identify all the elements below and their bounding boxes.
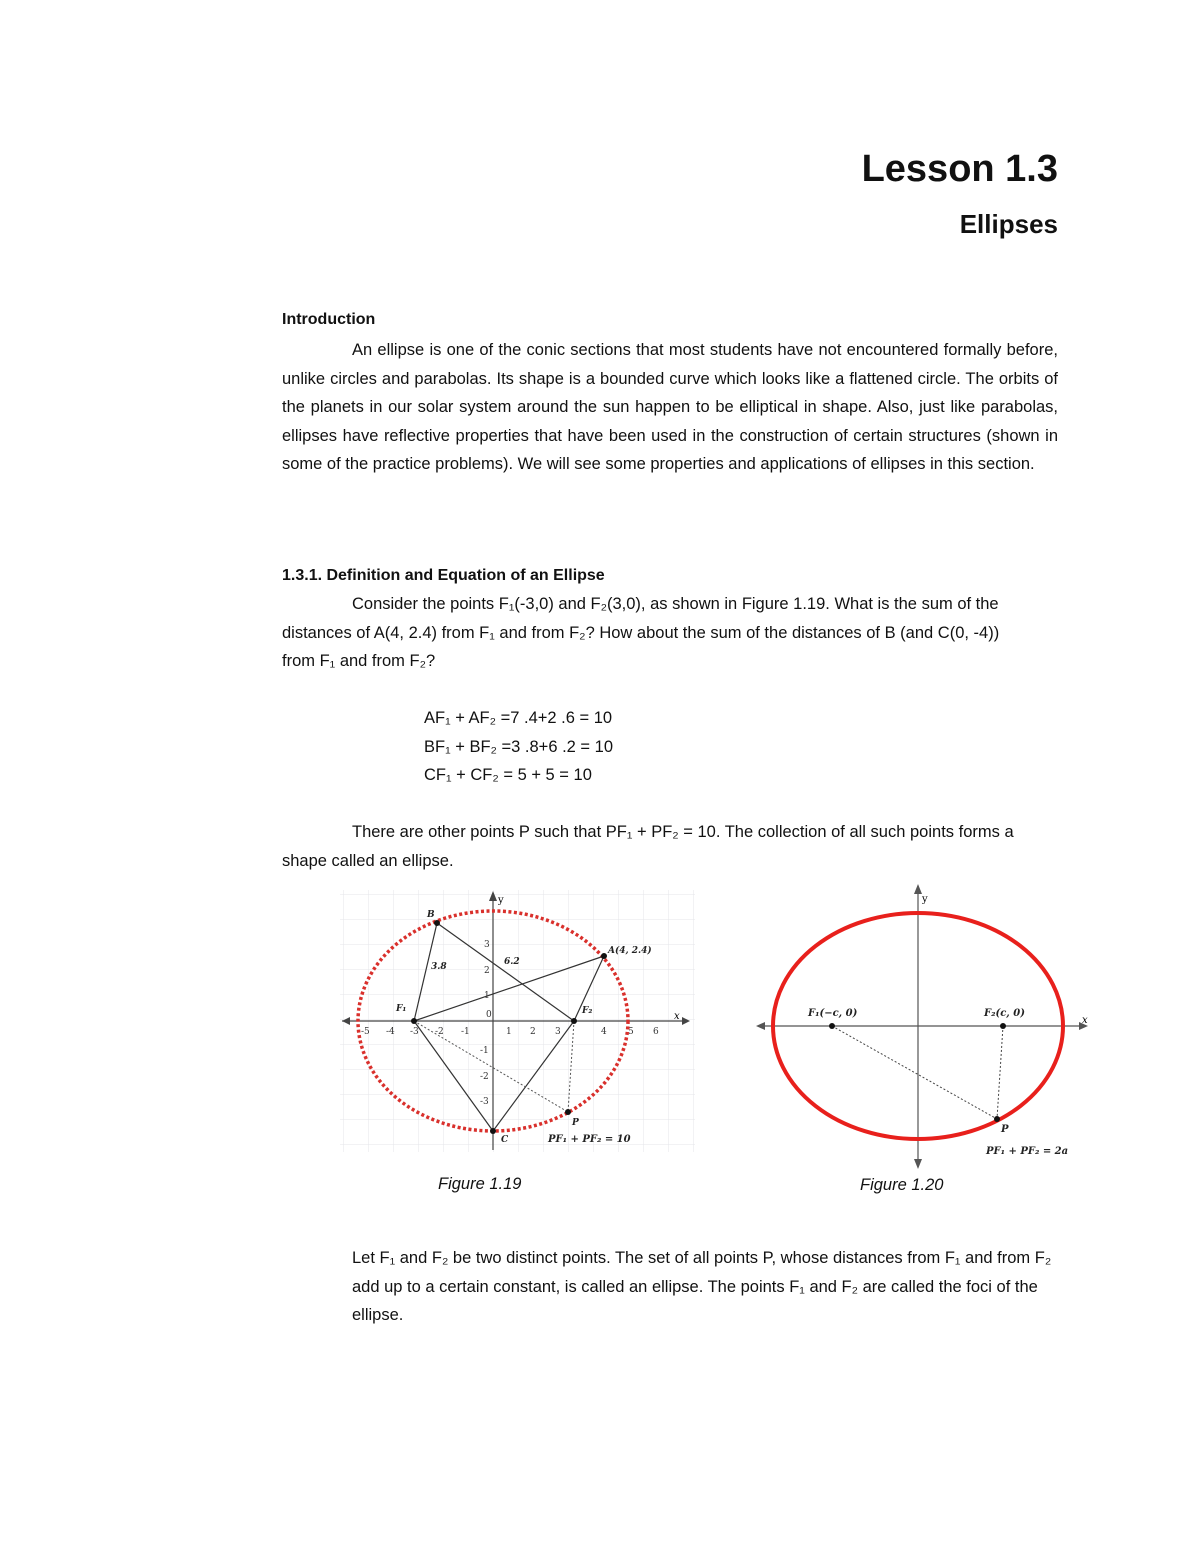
- label-b: B: [427, 910, 435, 920]
- x-tick: 6: [653, 1027, 659, 1037]
- x-tick: 3: [555, 1027, 561, 1037]
- x-axis-label: x: [674, 1011, 680, 1022]
- point-p: [994, 1116, 1000, 1122]
- point-p: [565, 1109, 571, 1115]
- label-f2: F₂: [582, 1006, 593, 1016]
- label-segment-3-8: 3.8: [431, 962, 447, 972]
- label-a: A(4, 2.4): [608, 946, 652, 956]
- lesson-title: Lesson 1.3: [861, 148, 1058, 190]
- y-tick: -1: [480, 1046, 489, 1056]
- label-f1: F₁: [396, 1004, 407, 1014]
- point-c: [490, 1128, 496, 1134]
- label-p: P: [1001, 1124, 1009, 1135]
- segment-pf1: [832, 1026, 997, 1119]
- intro-paragraph: An ellipse is one of the conic sections that most students have not encountered formally before, unlike circles and parabolas. Its shape is a bounded curve which looks like a flattened circle. The orbits of the planets in our solar system around the sun happen to be elliptical in shape. Also, just like parabolas, ellipses have reflective properties that have been used in the construction of certain structures (shown in some of the practice problems). We will see some properties and applications of ellipses in this section.: [282, 341, 1058, 474]
- figure-1-19: [330, 885, 700, 1160]
- y-tick: 2: [484, 966, 490, 976]
- x-tick: 0: [486, 1010, 492, 1020]
- figure-1-20-caption: Figure 1.20: [860, 1176, 944, 1194]
- label-f1: F₁(−c, 0): [808, 1008, 858, 1019]
- y-tick: -3: [480, 1097, 489, 1107]
- question-paragraph: Consider the points F₁(-3,0) and F₂(3,0), as shown in Figure 1.19. What is the sum of the distances of A(4, 2.4) from F₁ and from F₂? How about the sum of the distances of B (and C(0, -4)) from F₁ and from F₂?: [282, 595, 1000, 671]
- label-p: P: [572, 1118, 579, 1128]
- equation-b: BF₁ + BF₂ =3 .8+6 .2 = 10: [424, 737, 614, 756]
- x-tick: 4: [601, 1027, 607, 1037]
- intro-heading: Introduction: [282, 311, 376, 328]
- equation-list: [424, 704, 613, 790]
- label-segment-6-2: 6.2: [504, 957, 520, 967]
- point-f2: [571, 1018, 577, 1024]
- other-points-paragraph: There are other points P such that PF₁ + PF₂ = 10. The collection of all such points forms a shape called an ellipse.: [282, 823, 1014, 870]
- y-tick: 3: [484, 940, 490, 950]
- section-heading: 1.3.1. Definition and Equation of an Ellipse: [282, 567, 605, 584]
- point-f1: [829, 1023, 835, 1029]
- y-axis-label: y: [498, 895, 504, 906]
- equation-a: AF₁ + AF₂ =7 .4+2 .6 = 10: [424, 709, 613, 727]
- point-b: [434, 920, 440, 926]
- x-tick: -4: [386, 1027, 395, 1037]
- segment-pf2: [997, 1026, 1003, 1119]
- point-a: [601, 953, 607, 959]
- x-tick: 5: [628, 1027, 634, 1037]
- x-tick: -3: [410, 1027, 419, 1037]
- x-tick: -2: [435, 1027, 444, 1037]
- y-axis-label: y: [922, 894, 928, 905]
- y-tick: 1: [484, 991, 490, 1001]
- equation-c: CF₁ + CF₂ = 5 + 5 = 10: [424, 766, 592, 784]
- label-c: C: [501, 1135, 509, 1145]
- point-f2: [1000, 1023, 1006, 1029]
- figure-1-20: [752, 880, 1100, 1170]
- label-f2: F₂(c, 0): [984, 1008, 1025, 1019]
- point-f1: [411, 1018, 417, 1024]
- y-axis-arrow-icon: [914, 884, 922, 894]
- figure-1-19-caption: Figure 1.19: [438, 1175, 522, 1193]
- definition-paragraph: Let F₁ and F₂ be two distinct points. The set of all points P, whose distances from F₁ and from F₂ add up to a certain constant, is called an ellipse. The points F₁ and F₂ are called the foci of the ellipse.: [352, 1249, 1052, 1325]
- x-axis-left-arrow-icon: [756, 1022, 765, 1030]
- lesson-subtitle: Ellipses: [959, 209, 1058, 239]
- x-tick: 1: [506, 1027, 512, 1037]
- y-axis-down-arrow-icon: [914, 1159, 922, 1169]
- x-tick: -5: [361, 1027, 370, 1037]
- x-tick: -1: [461, 1027, 470, 1037]
- x-axis-label: x: [1082, 1015, 1088, 1026]
- label-sum: PF₁ + PF₂ = 10: [548, 1134, 631, 1145]
- label-sum: PF₁ + PF₂ = 2a: [986, 1146, 1069, 1157]
- y-tick: -2: [480, 1072, 489, 1082]
- x-tick: 2: [530, 1027, 536, 1037]
